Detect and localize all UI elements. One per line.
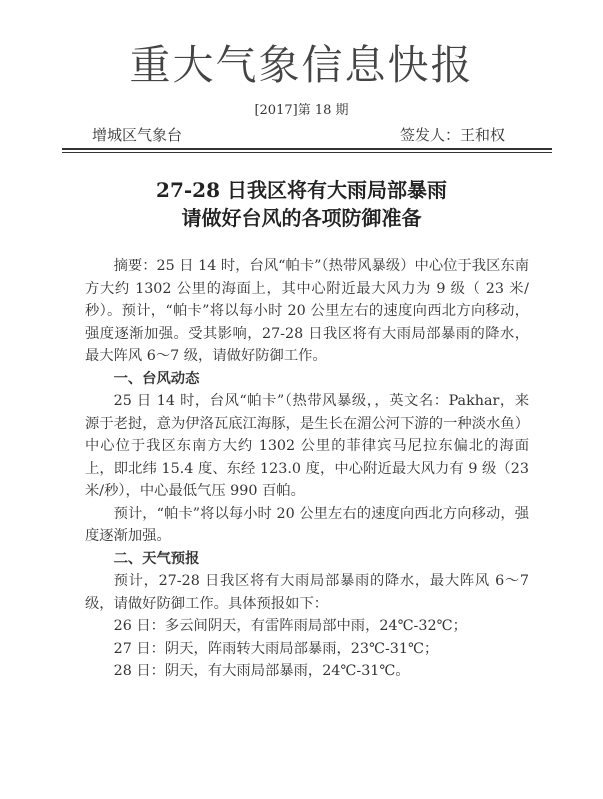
masthead-title: 重大气象信息快报 [129,41,474,89]
section-heading-forecast: 二、天气预报 [113,550,200,567]
issue-number: [2017]第 18 期 [254,103,349,118]
header-divider-thick [62,148,552,150]
header-divider-thin [62,152,552,153]
headline-line-1: 27-28 日我区将有大雨局部暴雨 [156,178,447,202]
forecast-day-26: 26 日：多云间阴天，有雷阵雨局部中雨，24℃-32℃； [113,618,467,634]
typhoon-paragraph-2: 预计，“帕卡”将以每小时 20 公里左右的速度向西北方向移动，强度逐渐加强。 [85,505,529,544]
forecast-paragraph: 预计，27-28 日我区将有大雨局部暴雨的降水，最大阵风 6～7 级，请做好防御工作。具体预报如下： [85,573,529,612]
forecast-day-28: 28 日：阴天，有大雨局部暴雨，24℃-31℃。 [113,663,410,679]
document-body [85,255,529,683]
issuing-unit: 增城区气象台 [92,126,183,144]
issuer-name: 签发人：王和权 [400,126,506,144]
typhoon-paragraph-1: 25 日 14 时，台风“帕卡”（热带风暴级，，英文名：Pakhar，来源于老挝，意为伊洛瓦底江海豚，是生长在湄公河下游的一种淡水鱼）中心位于我区东南方大约 1302 公里的菲律宾马尼拉东偏北的海面上，即北纬 15.4 度、东经 123.0 度，中心附近最大风力有 9 级（23 米/秒），中心最低气压 990 百帕。 [85,393,529,499]
summary-paragraph: 摘要：25 日 14 时，台风“帕卡”（热带风暴级）中心位于我区东南方大约 1302 公里的海面上，其中心附近最大风力为 9 级（ 23 米/秒）。预计，“帕卡”将以每小时 20 公里左右的速度向西北方向移动，强度逐渐加强。受其影响，27-28 日我区将有大雨局部暴雨的降水，最大阵风 6～7 级，请做好防御工作。 [85,258,529,364]
headline-line-2: 请做好台风的各项防御准备 [181,206,422,230]
forecast-day-27: 27 日：阴天，阵雨转大雨局部暴雨，23℃-31℃； [113,640,439,657]
section-heading-typhoon: 一、台风动态 [113,370,200,387]
